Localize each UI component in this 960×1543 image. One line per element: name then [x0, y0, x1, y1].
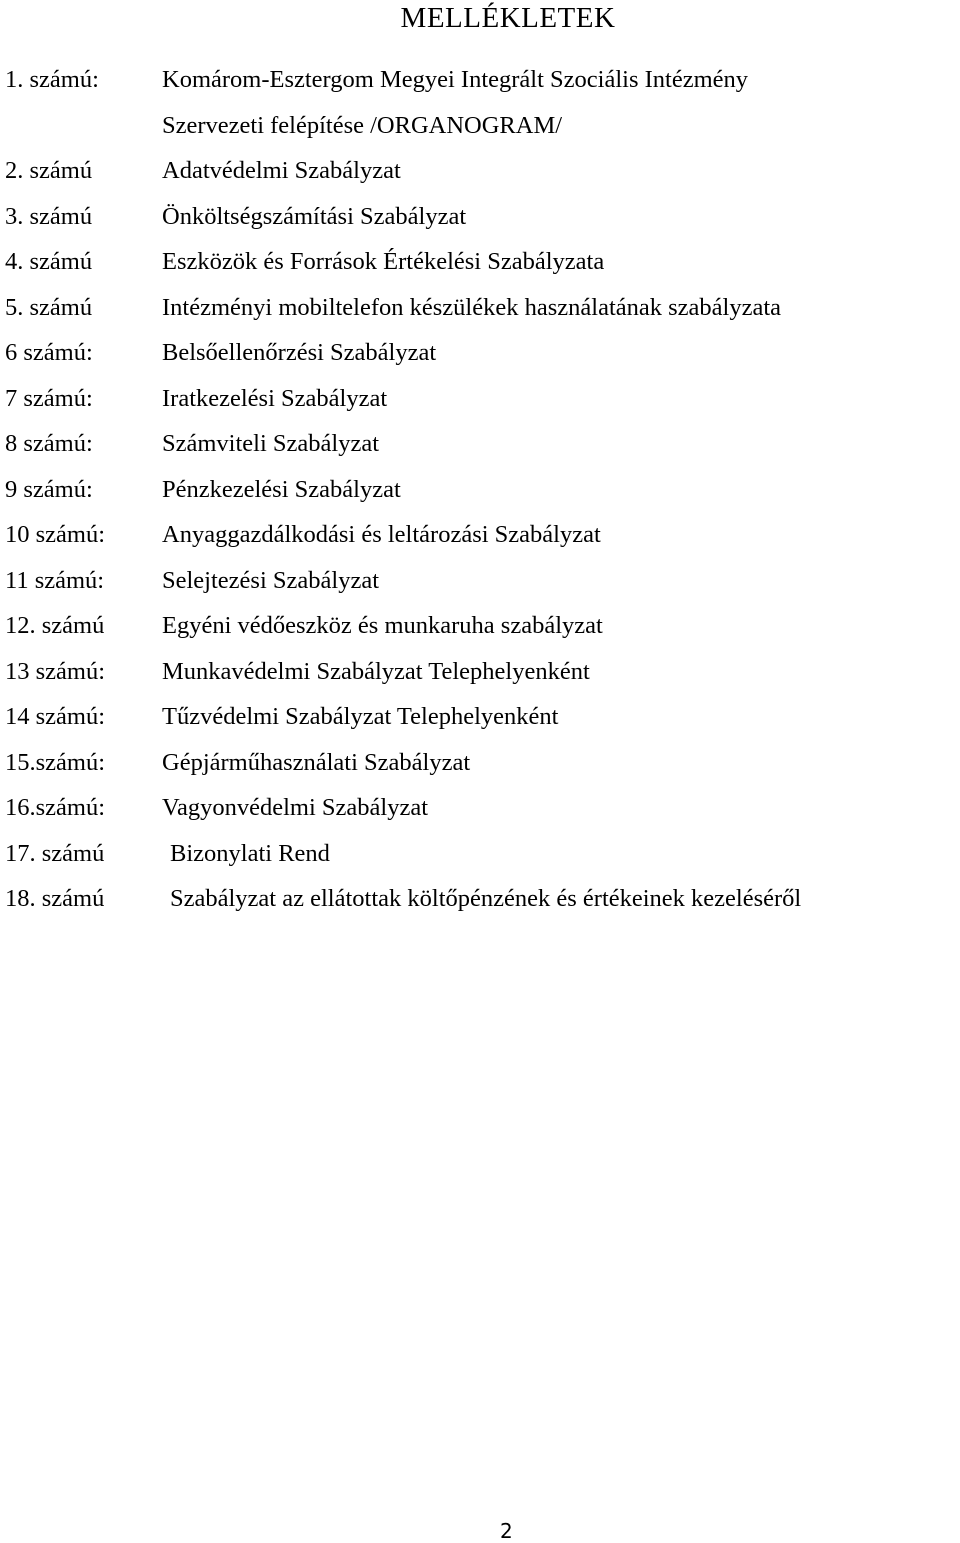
annex-number: 11 számú:: [5, 566, 105, 594]
list-item: [5, 376, 801, 422]
annex-title-continuation: Szervezeti felépítése /ORGANOGRAM/: [162, 111, 563, 139]
annex-title: Bizonylati Rend: [170, 839, 330, 867]
annex-title: Szabályzat az ellátottak költőpénzének és értékeinek kezeléséről: [170, 885, 802, 912]
list-item: [5, 603, 801, 649]
annex-number: 1. számú:: [5, 66, 99, 93]
list-item: [5, 285, 801, 331]
annex-number: 9 számú:: [5, 475, 93, 503]
list-item: [5, 148, 801, 194]
page-number: 2: [500, 1519, 513, 1543]
list-item: [5, 785, 801, 831]
list-item-continuation: [5, 103, 801, 149]
annex-number: 17. számú: [5, 839, 105, 867]
list-item: [5, 876, 801, 922]
annex-title: Vagyonvédelmi Szabályzat: [162, 794, 429, 821]
list-item: [5, 649, 801, 695]
list-item: [5, 421, 801, 467]
annex-title: Eszközök és Források Értékelési Szabályzata: [162, 248, 605, 275]
annex-title: Komárom-Esztergom Megyei Integrált Szociális Intézmény: [162, 66, 749, 93]
annex-number: 2. számú: [5, 157, 93, 184]
list-item: [5, 512, 801, 558]
annex-number: 15.számú:: [5, 748, 106, 776]
annex-title: Pénzkezelési Szabályzat: [162, 475, 401, 503]
list-item: [5, 467, 801, 513]
annex-number: 13 számú:: [5, 657, 106, 685]
annex-title: Intézményi mobiltelefon készülékek használatának szabályzata: [162, 293, 782, 321]
annex-title: Önköltségszámítási Szabályzat: [162, 202, 467, 230]
list-item: [5, 694, 801, 740]
list-item: [5, 330, 801, 376]
annex-title: Tűzvédelmi Szabályzat Telephelyenként: [162, 703, 559, 730]
list-item: [5, 831, 801, 877]
annex-number: 4. számú: [5, 248, 93, 275]
page-title: MELLÉKLETEK: [400, 2, 616, 34]
annex-number: 14 számú:: [5, 703, 106, 730]
list-item: [5, 740, 801, 786]
annex-title: Iratkezelési Szabályzat: [162, 384, 388, 412]
annex-number: 18. számú: [5, 885, 105, 912]
annex-title: Egyéni védőeszköz és munkaruha szabályzat: [162, 612, 603, 639]
annex-number: 7 számú:: [5, 384, 93, 412]
annex-number: 6 számú:: [5, 339, 93, 366]
annex-title: Munkavédelmi Szabályzat Telephelyenként: [162, 657, 590, 685]
list-item: [5, 194, 801, 240]
annex-title: Selejtezési Szabályzat: [162, 566, 379, 594]
annex-number: 10 számú:: [5, 521, 106, 548]
annex-number: 3. számú: [5, 202, 93, 230]
annex-title: Gépjárműhasználati Szabályzat: [162, 748, 471, 776]
annex-number: 8 számú:: [5, 430, 93, 457]
list-item: [5, 57, 801, 103]
list-item: [5, 558, 801, 604]
annex-list: [5, 57, 801, 922]
annex-title: Számviteli Szabályzat: [162, 430, 380, 457]
annex-title: Adatvédelmi Szabályzat: [162, 157, 401, 184]
annex-number: 16.számú:: [5, 794, 106, 821]
annex-title: Anyaggazdálkodási és leltározási Szabályzat: [162, 521, 601, 548]
annex-number: 5. számú: [5, 293, 93, 321]
list-item: [5, 239, 801, 285]
annex-title: Belsőellenőrzési Szabályzat: [162, 339, 437, 366]
annex-number: 12. számú: [5, 612, 105, 639]
